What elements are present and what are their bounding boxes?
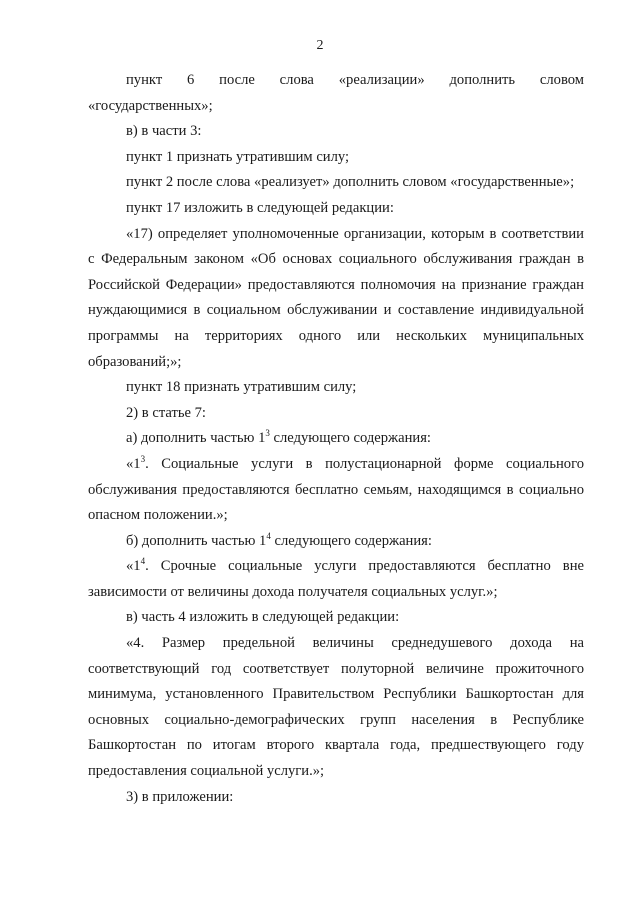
paragraph-6: «17) определяет уполномоченные организации, которым в соответствии с Федеральным законом «Об основах социального обслуживания граждан в Российской Федерации» предоставляются полномочия на признание граждан нуждающимися в социальном обслуживании и составление индивидуальной программы на территориях одного или нескольких муниципальных образований;»; (88, 225, 584, 370)
superscript: 3 (140, 454, 146, 465)
paragraph-11: б) дополнить частью $1^4$ следующего содержания: (126, 530, 432, 549)
paragraph-2: в) в части 3: (126, 123, 202, 140)
paragraph-12: «$1^4$. Срочные социальные услуги предоставляются бесплатно вне зависимости от величины дохода получателя социальных услуг.»; (88, 556, 584, 600)
paragraph-15: 3) в приложении: (126, 788, 234, 805)
paragraph-9: а) дополнить частью $1^3$ следующего содержания: (126, 428, 431, 447)
paragraph-14: «4. Размер предельной величины среднедушевого дохода на соответствующий год соответствует полуторной величине прожиточного минимума, установленного Правительством Республики Башкортостан для основных социально-демографических групп населения в Республике Башкортостан по итогам второго квартала года, предшествующего году предоставления социальной услуги.»; (88, 635, 584, 780)
paragraph-7: пункт 18 признать утратившим силу; (126, 379, 357, 396)
paragraph-8: 2) в статье 7: (126, 404, 206, 421)
superscript: 4 (266, 530, 271, 541)
paragraph-10: «$1^3$. Социальные услуги в полустационарной форме социального обслуживания предоставляются бесплатно семьям, находящимся в социально опасном положении.»; (88, 454, 584, 524)
superscript: 3 (265, 428, 270, 439)
paragraph-5: пункт 17 изложить в следующей редакции: (126, 199, 394, 216)
paragraph-13: в) часть 4 изложить в следующей редакции: (126, 609, 400, 626)
paragraph-1: пункт 6 после слова «реализации» дополнить словом «государственных»; (88, 72, 584, 114)
paragraph-3: пункт 1 признать утратившим силу; (126, 148, 350, 165)
superscript: 4 (140, 556, 146, 567)
paragraph-4: пункт 2 после слова «реализует» дополнить словом «государственные»; (126, 174, 575, 191)
page-number: 2 (316, 38, 324, 53)
document-body (88, 68, 584, 810)
